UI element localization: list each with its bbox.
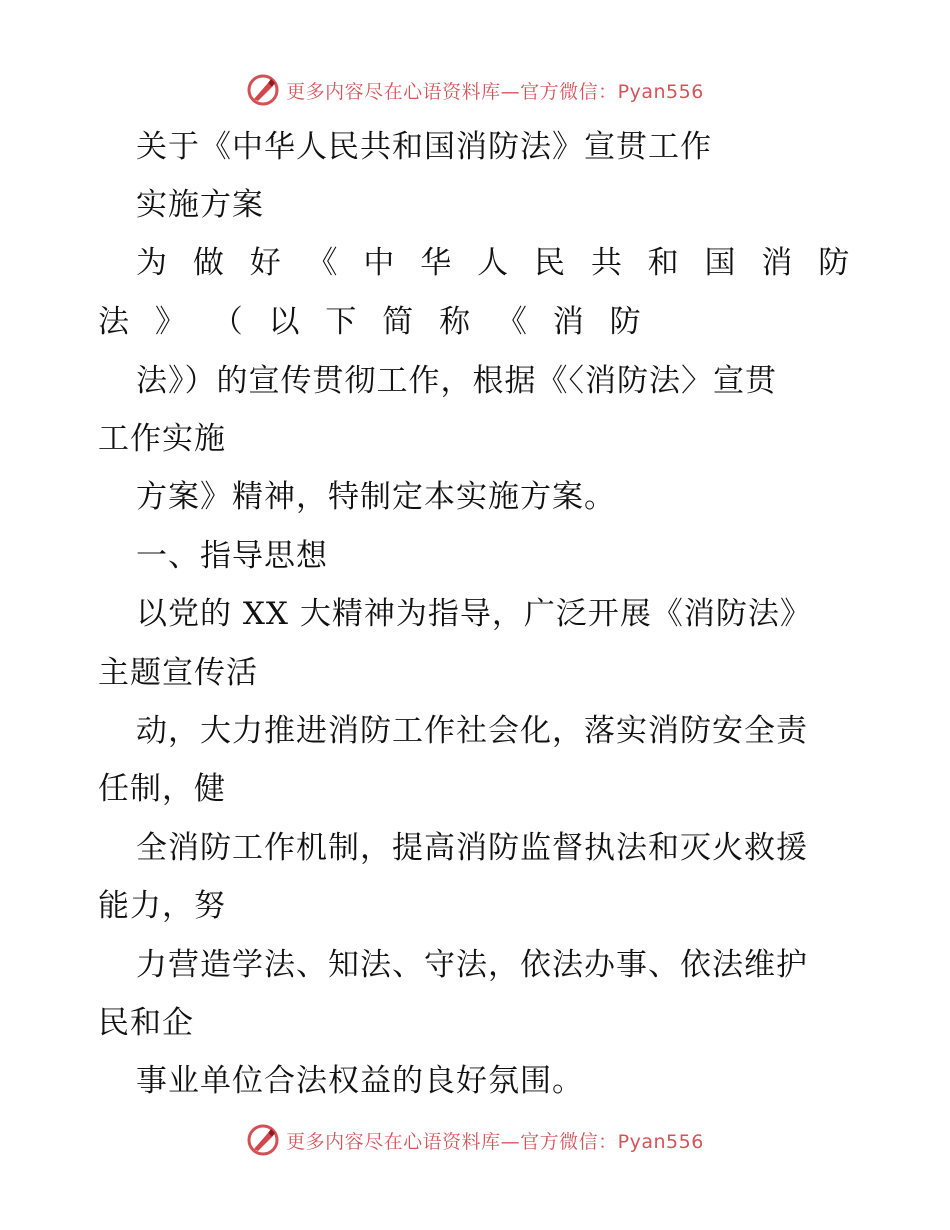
watermark-text: 更多内容尽在心语资料库—官方微信：Pyan556 (286, 1130, 704, 1153)
paragraph-line: 法》）的宣传贯彻工作，根据《〈消防法〉宣贯 (136, 363, 777, 399)
section-heading: 一、指导思想 (136, 538, 328, 574)
paragraph-line: 全消防工作机制，提高消防监督执法和灭火救援 (136, 830, 808, 866)
paragraph-line: 法 》 （ 以 下 简 称 《 消 防 (98, 304, 649, 340)
paragraph-line: 方案》精神，特制定本实施方案。 (136, 479, 616, 515)
paragraph-line: 能力，努 (98, 888, 226, 924)
title-line-1: 关于《中华人民共和国消防法》宣贯工作 (136, 129, 712, 165)
title-line-2: 实施方案 (136, 187, 264, 223)
paragraph-line: 力营造学法、知法、守法，依法办事、依法维护 (136, 947, 808, 983)
paragraph-line: 事业单位合法权益的良好氛围。 (136, 1063, 584, 1099)
paragraph-line: 民和企 (98, 1005, 194, 1041)
paragraph-line: 工作实施 (98, 421, 226, 457)
watermark-text: 更多内容尽在心语资料库—官方微信：Pyan556 (286, 80, 704, 103)
paragraph-line: 以党的 XX 大精神为指导，广泛开展《消防法》 (136, 596, 812, 632)
paragraph-line: 任制，健 (98, 771, 226, 807)
paragraph-line: 动，大力推进消防工作社会化，落实消防安全责 (136, 713, 808, 749)
footer-watermark-banner (0, 1120, 950, 1160)
paragraph-line: 为 做 好 《 中 华 人 民 共 和 国 消 防 (136, 245, 858, 281)
paragraph-line: 主题宣传活 (98, 655, 258, 691)
pen-logo-icon (246, 1123, 280, 1157)
